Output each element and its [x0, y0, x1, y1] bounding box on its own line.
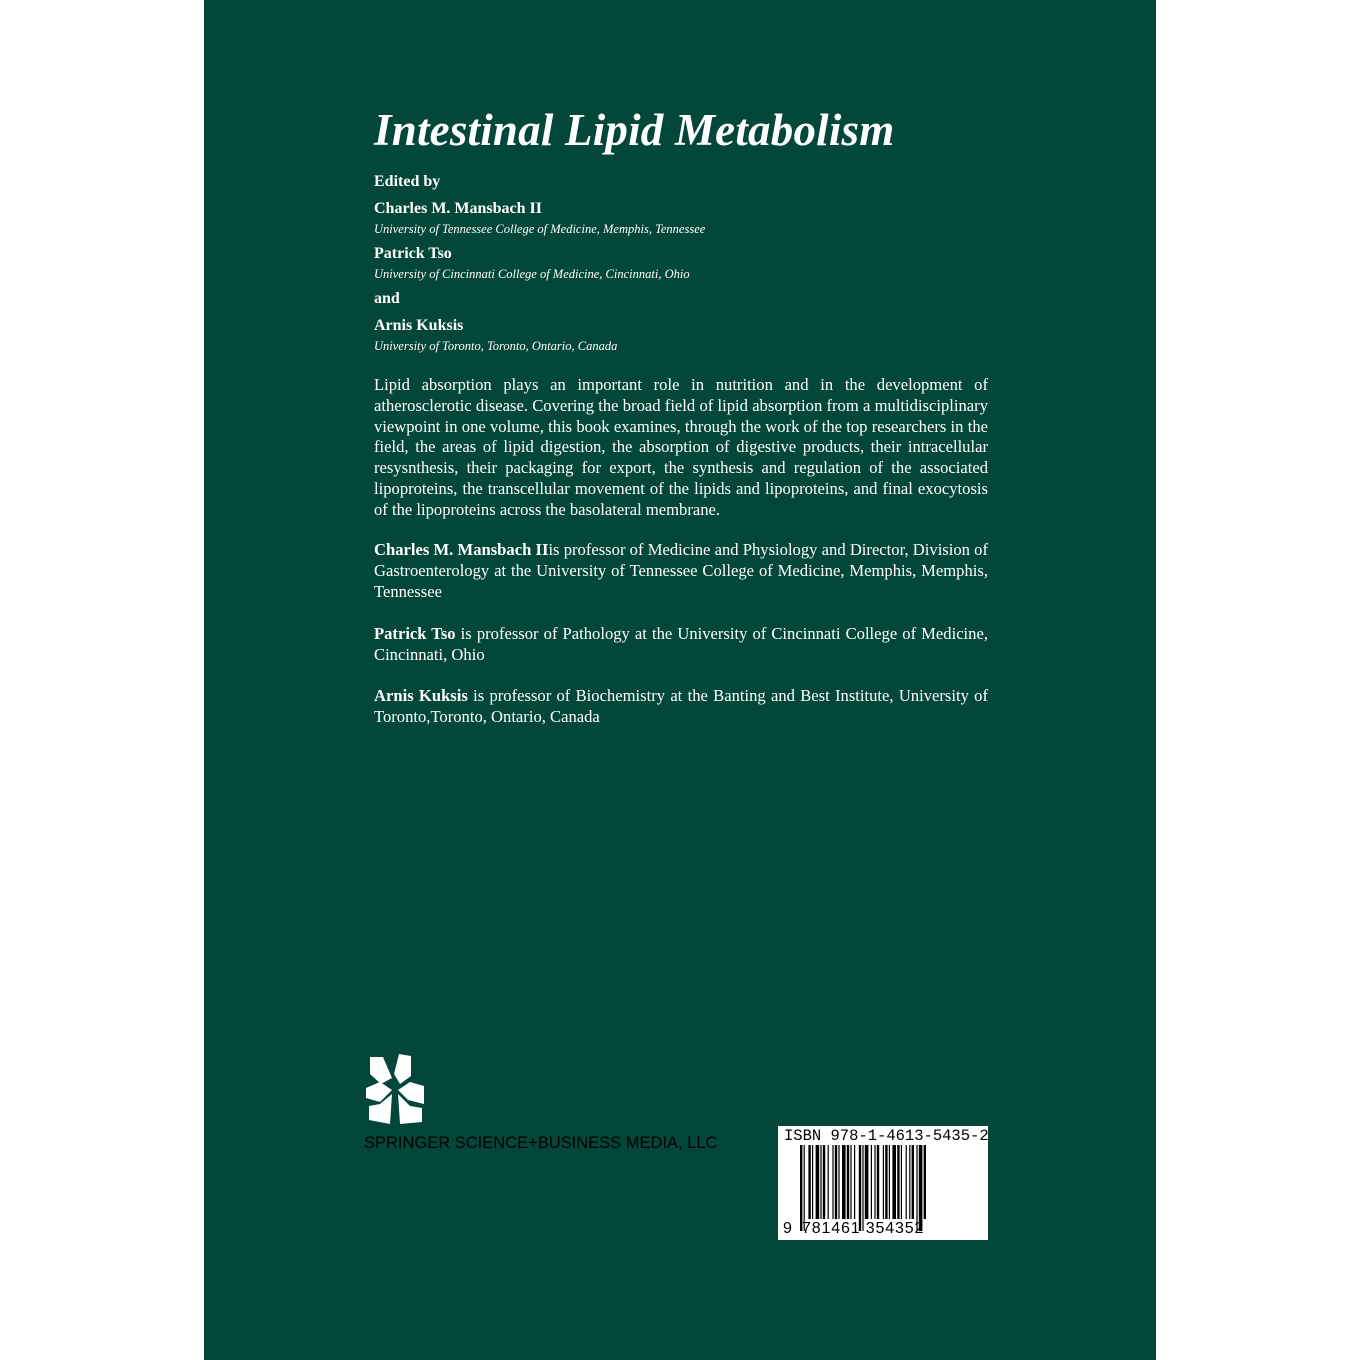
barcode-bar: [835, 1145, 837, 1219]
barcode-bar: [877, 1145, 879, 1219]
barcode-bar: [800, 1145, 802, 1231]
bio-name-mansbach: Charles M. Mansbach II: [374, 540, 549, 559]
bio-mansbach: [374, 540, 988, 602]
bio-text-tso: is professor of Pathology at the University of Cincinnati College of Medicine, Cincinnati, Ohio: [374, 624, 988, 664]
barcode-bar: [865, 1145, 869, 1219]
barcode-bar: [820, 1145, 821, 1219]
barcode-bar: [924, 1145, 926, 1219]
barcode-bar: [832, 1145, 833, 1219]
editor-affiliation-mansbach: University of Tennessee College of Medicine, Memphis, Tennessee: [374, 222, 706, 236]
barcode-bar: [804, 1145, 805, 1231]
barcode-bar: [883, 1145, 884, 1219]
book-title: Intestinal Lipid Metabolism: [374, 105, 895, 155]
bio-kuksis: [374, 686, 988, 728]
publisher-name: SPRINGER SCIENCE+BUSINESS MEDIA, LLC: [364, 1134, 718, 1152]
barcode-bar: [906, 1145, 907, 1219]
barcode-bar: [854, 1145, 855, 1219]
barcode-bar: [816, 1145, 820, 1219]
bio-text-mansbach: is professor of Medicine and Physiology and Director, Division of Gastroenterology at the University of Tennessee College of Medicine, Memphis, Memphis, Tennessee: [374, 540, 988, 601]
barcode-bar: [892, 1145, 896, 1219]
editor-name-kuksis: Arnis Kuksis: [374, 317, 464, 334]
barcode-bar: [823, 1145, 825, 1219]
ean-first-digit: 9: [783, 1220, 792, 1237]
barcode-bar: [828, 1145, 829, 1219]
editor-name-mansbach: Charles M. Mansbach II: [374, 200, 543, 217]
back-cover: [204, 0, 1156, 1360]
barcode-bar: [909, 1145, 910, 1219]
barcode-bar: [850, 1145, 851, 1219]
bio-name-tso: Patrick Tso: [374, 624, 456, 643]
editor-affiliation-tso: University of Cincinnati College of Medicine, Cincinnati, Ohio: [374, 267, 690, 281]
barcode-bar: [812, 1145, 813, 1219]
barcode-bar: [838, 1145, 839, 1219]
edited-by-label: Edited by: [374, 173, 441, 190]
barcode-bar: [897, 1145, 899, 1219]
bio-tso: [374, 624, 988, 666]
barcode-bar: [916, 1145, 917, 1231]
and-label: and: [374, 290, 400, 307]
editor-affiliation-kuksis: University of Toronto, Toronto, Ontario, Canada: [374, 339, 618, 353]
barcode-bar: [889, 1145, 890, 1219]
barcode-bar: [847, 1145, 849, 1219]
barcode-bar: [919, 1145, 923, 1231]
barcode-bar: [885, 1145, 887, 1219]
barcode-bar: [862, 1145, 863, 1231]
barcode-bar: [842, 1145, 846, 1219]
bio-text-kuksis: is professor of Biochemistry at the Banting and Best Institute, University of Toronto,Toronto, Ontario, Canada: [374, 686, 988, 726]
bio-name-kuksis: Arnis Kuksis: [374, 686, 468, 705]
isbn-barcode: [778, 1126, 988, 1240]
book-description: Lipid absorption plays an important role in nutrition and in the development of atherosclerotic disease. Covering the broad field of lipid absorption from a multidisciplinary viewpoint in one volume, this book examines, through the work of the top researchers in the field, the areas of lipid digestion, the absorption of digestive products, their intracellular resysnthesis, their packaging for export, the synthesis and regulation of the associated lipoproteins, the transcellular movement of the lipids and lipoproteins, and final exocytosis of the lipoproteins across the basolateral membrane.: [374, 375, 988, 519]
barcode-bar: [912, 1145, 914, 1219]
barcode-bar: [859, 1145, 861, 1231]
springer-logo-icon: [366, 1054, 426, 1126]
barcode-bar: [871, 1145, 872, 1219]
barcode-bar: [874, 1145, 875, 1219]
barcode-bar: [808, 1145, 810, 1219]
ean-digits: 781461 354352: [802, 1220, 925, 1237]
barcode-bars: [800, 1145, 966, 1231]
editor-name-tso: Patrick Tso: [374, 245, 452, 262]
isbn-label: ISBN 978-1-4613-5435-2: [784, 1127, 989, 1145]
barcode-bar: [901, 1145, 902, 1219]
